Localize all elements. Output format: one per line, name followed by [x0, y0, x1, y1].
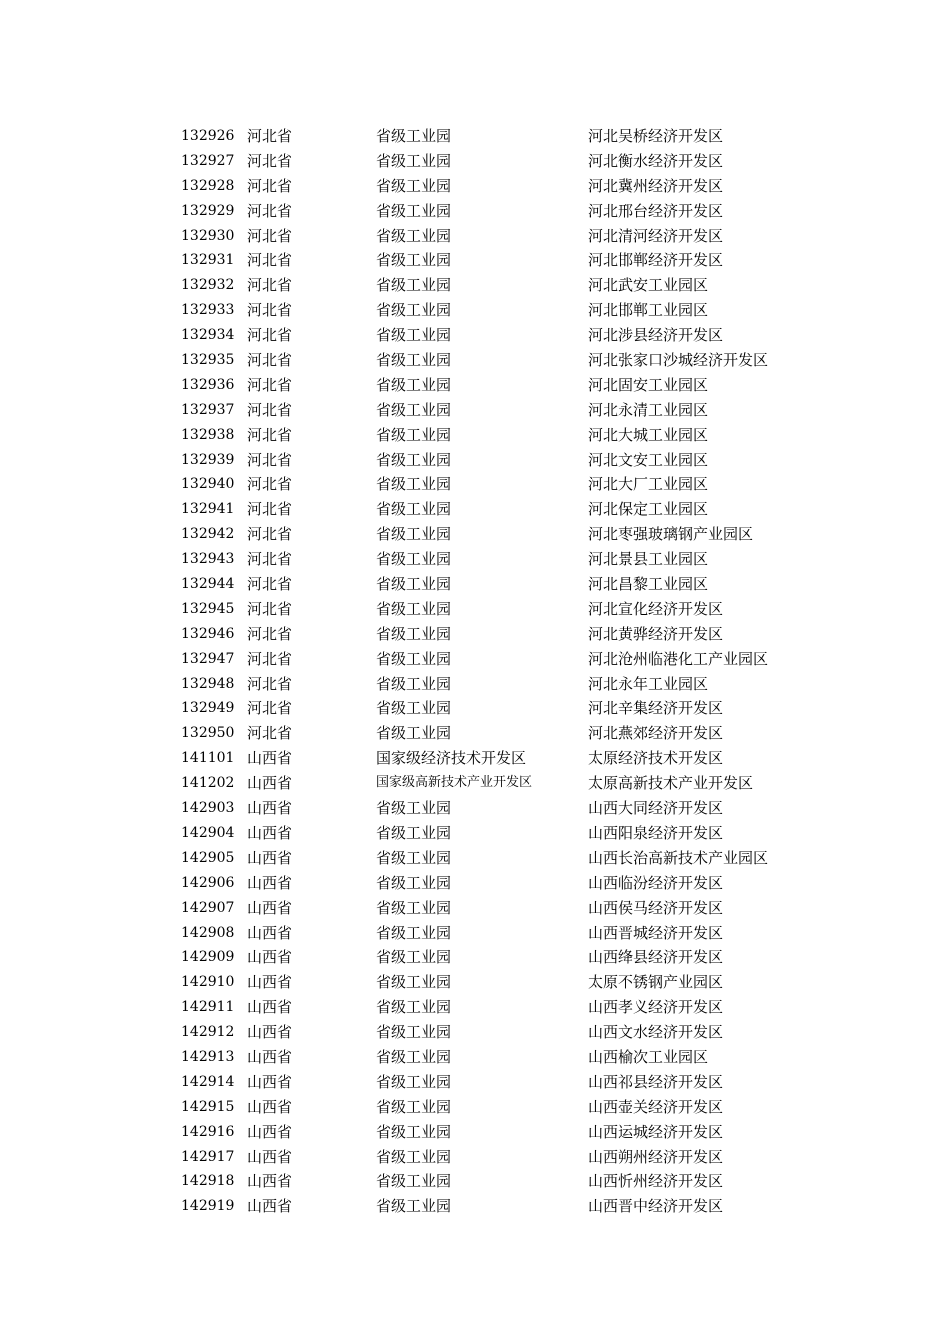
province-cell: 河北省: [247, 226, 293, 245]
zone-code-cell: 142904: [181, 824, 235, 841]
table-row: [181, 945, 821, 970]
province-cell: 河北省: [247, 450, 293, 469]
zone-name-cell: 河北黄骅经济开发区: [588, 624, 724, 643]
zone-code-cell: 142915: [181, 1098, 235, 1115]
table-row: [181, 796, 821, 821]
zone-type-cell: 省级工业园: [376, 599, 452, 618]
table-row: [181, 896, 821, 921]
province-cell: 山西省: [247, 873, 293, 892]
zone-name-cell: 河北永年工业园区: [588, 674, 709, 693]
zone-name-cell: 河北沧州临港化工产业园区: [588, 649, 769, 668]
zone-type-cell: 省级工业园: [376, 948, 452, 967]
zone-code-cell: 132939: [181, 451, 235, 468]
zone-type-cell: 省级工业园: [376, 400, 452, 419]
zone-code-cell: 142918: [181, 1173, 235, 1190]
table-row: [181, 174, 821, 199]
zone-type-cell: 省级工业园: [376, 176, 452, 195]
zone-name-cell: 河北昌黎工业园区: [588, 575, 709, 594]
zone-type-cell: 省级工业园: [376, 375, 452, 394]
table-row: [181, 199, 821, 224]
table-row: [181, 647, 821, 672]
province-cell: 河北省: [247, 301, 293, 320]
zone-name-cell: 河北武安工业园区: [588, 276, 709, 295]
province-cell: 山西省: [247, 848, 293, 867]
zone-type-cell: 省级工业园: [376, 699, 452, 718]
table-row: [181, 696, 821, 721]
zone-code-cell: 132949: [181, 700, 235, 717]
zone-code-cell: 132943: [181, 551, 235, 568]
zone-code-cell: 132927: [181, 152, 235, 169]
zone-type-cell: 省级工业园: [376, 649, 452, 668]
table-row: [181, 1169, 821, 1194]
zone-name-cell: 山西壶关经济开发区: [588, 1097, 724, 1116]
zone-code-cell: 141202: [181, 775, 235, 792]
zone-name-cell: 河北大厂工业园区: [588, 475, 709, 494]
table-row: [181, 1145, 821, 1170]
zone-type-cell: 国家级经济技术开发区: [376, 749, 527, 768]
table-row: [181, 846, 821, 871]
zone-code-cell: 132933: [181, 302, 235, 319]
zone-name-cell: 山西孝义经济开发区: [588, 998, 724, 1017]
zone-type-cell: 省级工业园: [376, 301, 452, 320]
zone-name-cell: 河北涉县经济开发区: [588, 326, 724, 345]
zone-name-cell: 河北衡水经济开发区: [588, 151, 724, 170]
province-cell: 河北省: [247, 525, 293, 544]
province-cell: 河北省: [247, 251, 293, 270]
zone-type-cell: 省级工业园: [376, 674, 452, 693]
province-cell: 河北省: [247, 550, 293, 569]
zone-name-cell: 河北保定工业园区: [588, 500, 709, 519]
zone-code-cell: 142911: [181, 999, 235, 1016]
table-row: [181, 572, 821, 597]
table-row: [181, 423, 821, 448]
zone-name-cell: 河北吴桥经济开发区: [588, 127, 724, 145]
zone-name-cell: 山西大同经济开发区: [588, 799, 724, 818]
zone-type-cell: 省级工业园: [376, 923, 452, 942]
province-cell: 山西省: [247, 973, 293, 992]
zone-code-cell: 142908: [181, 924, 235, 941]
zone-code-cell: 142903: [181, 800, 235, 817]
province-cell: 山西省: [247, 799, 293, 818]
province-cell: 河北省: [247, 649, 293, 668]
zone-type-cell: 省级工业园: [376, 351, 452, 370]
zone-name-cell: 山西朔州经济开发区: [588, 1147, 724, 1166]
zone-code-cell: 142914: [181, 1073, 235, 1090]
zone-code-cell: 132932: [181, 277, 235, 294]
table-row: [181, 1194, 821, 1219]
province-cell: 河北省: [247, 425, 293, 444]
table-row: [181, 448, 821, 473]
zone-code-cell: 142905: [181, 849, 235, 866]
zone-type-cell: 省级工业园: [376, 500, 452, 519]
zone-name-cell: 山西晋中经济开发区: [588, 1197, 724, 1216]
province-cell: 山西省: [247, 948, 293, 967]
zone-type-cell: 省级工业园: [376, 326, 452, 345]
zone-type-cell: 省级工业园: [376, 525, 452, 544]
zone-code-cell: 132940: [181, 476, 235, 493]
province-cell: 山西省: [247, 998, 293, 1017]
zone-type-cell: 省级工业园: [376, 1097, 452, 1116]
zone-type-cell: 省级工业园: [376, 998, 452, 1017]
zone-name-cell: 山西运城经济开发区: [588, 1122, 724, 1141]
table-row: [181, 721, 821, 746]
province-cell: 河北省: [247, 375, 293, 394]
zone-name-cell: 山西临汾经济开发区: [588, 873, 724, 892]
zone-name-cell: 太原经济技术开发区: [588, 749, 724, 768]
province-cell: 河北省: [247, 599, 293, 618]
zone-type-cell: 省级工业园: [376, 550, 452, 569]
zone-name-cell: 山西长治高新技术产业园区: [588, 848, 769, 867]
table-row: [181, 771, 821, 796]
zone-name-cell: 河北邯郸经济开发区: [588, 251, 724, 270]
zone-name-cell: 山西榆次工业园区: [588, 1047, 709, 1066]
table-row: [181, 298, 821, 323]
zone-code-cell: 142912: [181, 1024, 235, 1041]
table-row: [181, 248, 821, 273]
zone-type-cell: 省级工业园: [376, 1072, 452, 1091]
province-cell: 河北省: [247, 127, 293, 145]
zone-name-cell: 河北固安工业园区: [588, 375, 709, 394]
zone-code-cell: 142906: [181, 874, 235, 891]
zone-code-cell: 132934: [181, 327, 235, 344]
province-cell: 河北省: [247, 724, 293, 743]
province-cell: 河北省: [247, 624, 293, 643]
zone-name-cell: 河北张家口沙城经济开发区: [588, 351, 769, 370]
table-row: [181, 1045, 821, 1070]
zone-name-cell: 河北冀州经济开发区: [588, 176, 724, 195]
zone-type-cell: 省级工业园: [376, 1197, 452, 1216]
province-cell: 山西省: [247, 1147, 293, 1166]
zone-type-cell: 省级工业园: [376, 1147, 452, 1166]
province-cell: 河北省: [247, 276, 293, 295]
table-row: [181, 672, 821, 697]
province-cell: 山西省: [247, 749, 293, 768]
zone-type-cell: 省级工业园: [376, 127, 452, 145]
zone-name-cell: 河北邯郸工业园区: [588, 301, 709, 320]
province-cell: 山西省: [247, 1172, 293, 1191]
zone-type-cell: 省级工业园: [376, 624, 452, 643]
development-zone-table: [181, 124, 821, 1219]
zone-type-cell: 省级工业园: [376, 226, 452, 245]
zone-name-cell: 山西阳泉经济开发区: [588, 823, 724, 842]
zone-code-cell: 132926: [181, 128, 235, 144]
table-row: [181, 373, 821, 398]
zone-type-cell: 省级工业园: [376, 799, 452, 818]
province-cell: 山西省: [247, 923, 293, 942]
zone-name-cell: 河北景县工业园区: [588, 550, 709, 569]
zone-code-cell: 132931: [181, 252, 235, 269]
province-cell: 河北省: [247, 176, 293, 195]
province-cell: 河北省: [247, 575, 293, 594]
zone-type-cell: 省级工业园: [376, 724, 452, 743]
zone-name-cell: 河北枣强玻璃钢产业园区: [588, 525, 754, 544]
zone-name-cell: 河北宣化经济开发区: [588, 599, 724, 618]
province-cell: 山西省: [247, 898, 293, 917]
province-cell: 河北省: [247, 475, 293, 494]
province-cell: 河北省: [247, 151, 293, 170]
zone-type-cell: 省级工业园: [376, 823, 452, 842]
zone-name-cell: 河北永清工业园区: [588, 400, 709, 419]
zone-type-cell: 省级工业园: [376, 1122, 452, 1141]
zone-name-cell: 山西绛县经济开发区: [588, 948, 724, 967]
province-cell: 山西省: [247, 823, 293, 842]
province-cell: 山西省: [247, 1047, 293, 1066]
zone-type-cell: 省级工业园: [376, 575, 452, 594]
zone-name-cell: 太原高新技术产业开发区: [588, 774, 754, 793]
province-cell: 河北省: [247, 201, 293, 220]
zone-name-cell: 河北大城工业园区: [588, 425, 709, 444]
zone-code-cell: 132935: [181, 352, 235, 369]
zone-code-cell: 132942: [181, 526, 235, 543]
table-row: [181, 970, 821, 995]
zone-code-cell: 142907: [181, 899, 235, 916]
zone-code-cell: 142910: [181, 974, 235, 991]
table-row: [181, 1070, 821, 1095]
table-row: [181, 1095, 821, 1120]
province-cell: 山西省: [247, 1097, 293, 1116]
province-cell: 河北省: [247, 699, 293, 718]
province-cell: 山西省: [247, 1122, 293, 1141]
zone-type-cell: 省级工业园: [376, 251, 452, 270]
zone-code-cell: 132936: [181, 376, 235, 393]
table-row: [181, 547, 821, 572]
zone-code-cell: 132946: [181, 625, 235, 642]
zone-type-cell: 省级工业园: [376, 276, 452, 295]
zone-code-cell: 132950: [181, 725, 235, 742]
table-row: [181, 398, 821, 423]
zone-type-cell: 省级工业园: [376, 973, 452, 992]
table-row: [181, 323, 821, 348]
zone-code-cell: 132930: [181, 227, 235, 244]
province-cell: 山西省: [247, 1197, 293, 1216]
zone-code-cell: 141101: [181, 750, 235, 767]
province-cell: 河北省: [247, 351, 293, 370]
province-cell: 河北省: [247, 326, 293, 345]
zone-name-cell: 河北清河经济开发区: [588, 226, 724, 245]
zone-type-cell: 省级工业园: [376, 151, 452, 170]
zone-name-cell: 山西忻州经济开发区: [588, 1172, 724, 1191]
zone-code-cell: 142913: [181, 1048, 235, 1065]
table-row: [181, 622, 821, 647]
zone-name-cell: 山西晋城经济开发区: [588, 923, 724, 942]
zone-type-cell: 省级工业园: [376, 1023, 452, 1042]
table-row: [181, 597, 821, 622]
zone-code-cell: 132948: [181, 675, 235, 692]
zone-type-cell: 省级工业园: [376, 873, 452, 892]
zone-type-cell: 省级工业园: [376, 450, 452, 469]
zone-name-cell: 太原不锈钢产业园区: [588, 973, 724, 992]
zone-name-cell: 山西侯马经济开发区: [588, 898, 724, 917]
table-row: [181, 871, 821, 896]
table-row: [181, 124, 821, 149]
zone-code-cell: 142917: [181, 1148, 235, 1165]
zone-code-cell: 142916: [181, 1123, 235, 1140]
province-cell: 山西省: [247, 774, 293, 793]
zone-type-cell: 省级工业园: [376, 848, 452, 867]
table-row: [181, 921, 821, 946]
zone-type-cell: 国家级高新技术产业开发区: [376, 775, 533, 791]
table-row: [181, 821, 821, 846]
zone-code-cell: 132947: [181, 650, 235, 667]
zone-type-cell: 省级工业园: [376, 201, 452, 220]
zone-type-cell: 省级工业园: [376, 1172, 452, 1191]
zone-type-cell: 省级工业园: [376, 425, 452, 444]
zone-name-cell: 河北辛集经济开发区: [588, 699, 724, 718]
zone-code-cell: 132929: [181, 202, 235, 219]
zone-name-cell: 河北燕郊经济开发区: [588, 724, 724, 743]
zone-type-cell: 省级工业园: [376, 898, 452, 917]
province-cell: 山西省: [247, 1023, 293, 1042]
zone-type-cell: 省级工业园: [376, 1047, 452, 1066]
zone-code-cell: 142919: [181, 1198, 235, 1215]
table-row: [181, 348, 821, 373]
table-row: [181, 149, 821, 174]
zone-code-cell: 132937: [181, 401, 235, 418]
table-row: [181, 1120, 821, 1145]
province-cell: 河北省: [247, 674, 293, 693]
table-row: [181, 1020, 821, 1045]
province-cell: 河北省: [247, 400, 293, 419]
table-row: [181, 224, 821, 249]
zone-name-cell: 河北邢台经济开发区: [588, 201, 724, 220]
province-cell: 河北省: [247, 500, 293, 519]
zone-code-cell: 132928: [181, 177, 235, 194]
zone-code-cell: 132944: [181, 576, 235, 593]
zone-type-cell: 省级工业园: [376, 475, 452, 494]
zone-code-cell: 132941: [181, 501, 235, 518]
zone-name-cell: 山西文水经济开发区: [588, 1023, 724, 1042]
zone-name-cell: 山西祁县经济开发区: [588, 1072, 724, 1091]
zone-code-cell: 132938: [181, 426, 235, 443]
table-row: [181, 472, 821, 497]
zone-code-cell: 132945: [181, 600, 235, 617]
province-cell: 山西省: [247, 1072, 293, 1091]
table-row: [181, 746, 821, 771]
zone-name-cell: 河北文安工业园区: [588, 450, 709, 469]
table-row: [181, 522, 821, 547]
zone-code-cell: 142909: [181, 949, 235, 966]
table-row: [181, 995, 821, 1020]
table-row: [181, 497, 821, 522]
table-row: [181, 273, 821, 298]
